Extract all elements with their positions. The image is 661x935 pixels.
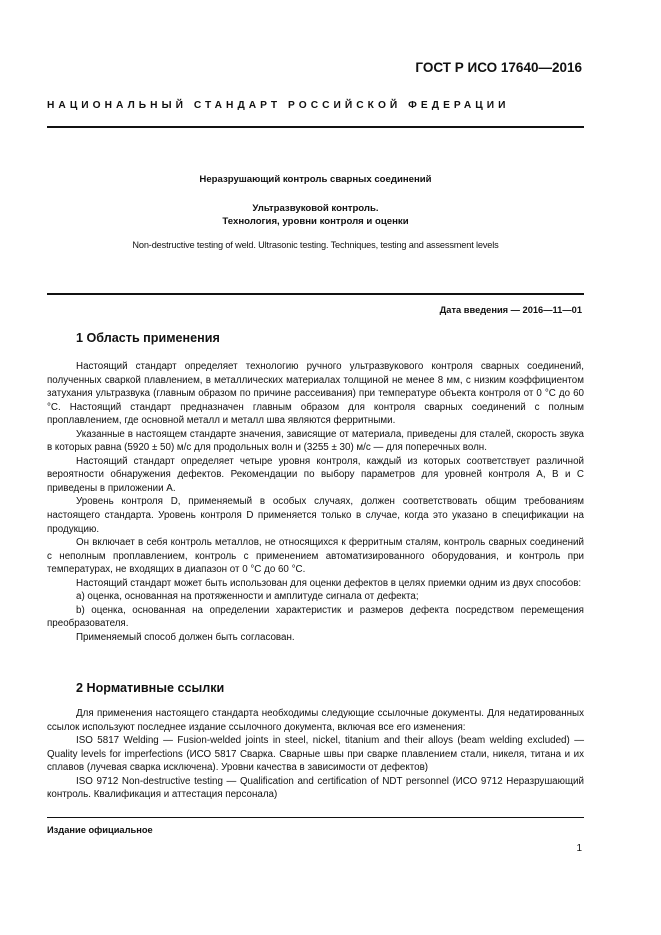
document-subtitle xyxy=(47,202,584,228)
header-divider xyxy=(47,126,584,128)
paragraph: Для применения настоящего стандарта необходимы следующие ссылочные документы. Для недатированных ссылок используют последнее издание ссылочного документа, включая все его изменения: xyxy=(47,708,584,733)
paragraph: Уровень контроля D, применяемый в особых случаях, должен соответствовать общим требованиям настоящего стандарта. Уровень контроля D применяется только в случае, когда это указано в спецификации на продукцию. xyxy=(47,496,584,535)
subtitle-line-2: Технология, уровни контроля и оценки xyxy=(222,216,409,227)
paragraph: Он включает в себя контроль металлов, не относящихся к ферритным сталям, контроль сварных соединений с неполным проплавлением, контроль с применением автоматизированного оборудования, и контроль при температурах, не входящих в диапазон от 0 °С до 60 °С. xyxy=(47,537,584,576)
section-2-body xyxy=(47,707,584,802)
english-title: Non-destructive testing of weld. Ultrasonic testing. Techniques, testing and assessment levels xyxy=(132,240,499,250)
section-2-heading: 2 Нормативные ссылки xyxy=(76,681,225,695)
paragraph: Применяемый способ должен быть согласован. xyxy=(76,631,295,643)
footer-divider xyxy=(47,817,584,818)
paragraph: Настоящий стандарт может быть использован для оценки дефектов в целях приемки одним из двух способов: xyxy=(76,577,582,589)
list-item-a: a) оценка, основанная на протяженности и амплитуде сигнала от дефекта; xyxy=(76,591,419,603)
edition-label: Издание официальное xyxy=(47,825,153,835)
paragraph: Указанные в настоящем стандарте значения, зависящие от материала, приведены для сталей, скорость звука в которых равна (5920 ± 50) м/с для продольных волн и (3255 ± 30) м/с — для поперечных волн. xyxy=(47,428,584,454)
reference-item: ISO 5817 Welding — Fusion-welded joints in steel, nickel, titanium and their alloys (beam welding excluded) — Quality levels for imperfections (ИСО 5817 Сварка. Сварные швы при сварке плавлением стали, никеля, титана и их сплавов (лучевая сварка исключена). Уровни качества в зависимости от дефектов) xyxy=(47,735,584,774)
paragraph: Настоящий стандарт определяет четыре уровня контроля, каждый из которых соответствует различной вероятности обнаружения дефектов. Рекомендации по выбору параметров для уровней контроля А, В и С приведены в приложении А. xyxy=(47,455,584,494)
document-code: ГОСТ Р ИСО 17640—2016 xyxy=(415,60,582,75)
section-1-heading: 1 Область применения xyxy=(76,331,220,345)
title-divider xyxy=(47,293,584,295)
list-item-b: b) оценка, основанная на определении характеристик и размеров дефекта посредством перемещения преобразователя. xyxy=(47,604,584,630)
introduction-date: Дата введения — 2016—11—01 xyxy=(439,305,582,315)
paragraph: Настоящий стандарт определяет технологию ручного ультразвукового контроля сварных соединений, полученных сваркой плавлением, в металлических материалах толщиной не менее 8 мм, с низким коэффициентом затухания ультразвука (главным образом по причине рассеивания) при температуре объекта контроля от 0 °С до 60 °С. Настоящий стандарт предназначен главным образом для контроля сварных соединений с полным проплавлением, где основной металл и металл шва являются ферритными. xyxy=(47,361,584,427)
document-title: Неразрушающий контроль сварных соединений xyxy=(199,174,432,185)
subtitle-line-1: Ультразвуковой контроль. xyxy=(252,203,379,214)
page-number: 1 xyxy=(576,843,582,854)
reference-item: ISO 9712 Non-destructive testing — Qualification and certification of NDT personnel (ИСО 9712 Неразрушающий контроль. Квалификация и аттестация персонала) xyxy=(47,775,584,801)
national-standard-title: НАЦИОНАЛЬНЫЙ СТАНДАРТ РОССИЙСКОЙ ФЕДЕРАЦИИ xyxy=(47,100,510,111)
section-1-body xyxy=(47,360,584,644)
